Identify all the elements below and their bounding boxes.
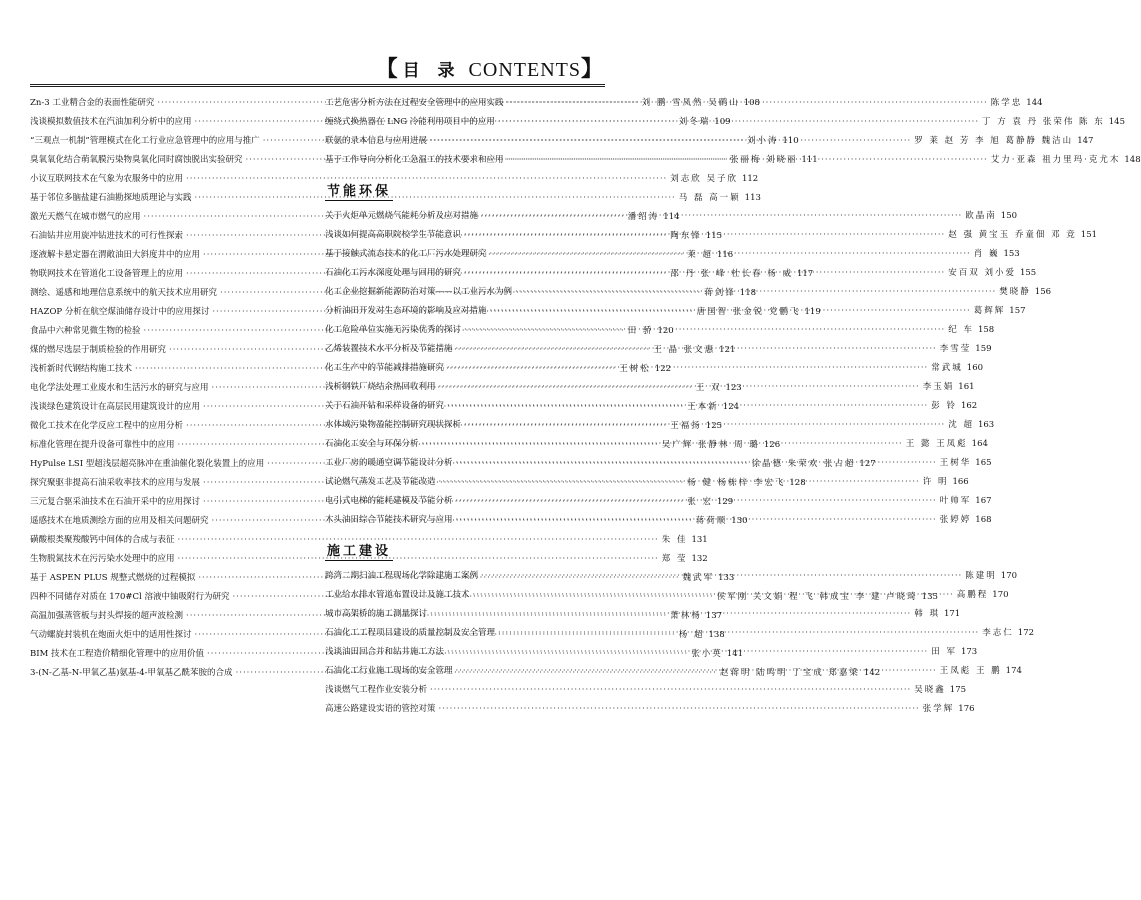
leader-dots — [507, 94, 988, 113]
entry-title: 高温加强蒸管板与封头焊接的超声波检测 — [30, 611, 184, 621]
entry-title: 工业厂房的暖通空调节能设计分析 — [325, 458, 453, 468]
leader-dots — [439, 700, 920, 719]
entry-page-number: 109 — [714, 117, 731, 127]
entry-authors: 张 宏 — [687, 497, 713, 507]
entry-title: 基于 ASPEN PLUS 规整式燃烧的过程模拟 — [30, 573, 196, 583]
entry-authors: 王凤彪 王 鹏 — [939, 666, 1002, 676]
entry-authors: 欧晶南 — [965, 211, 997, 221]
entry-page-number: 163 — [977, 420, 995, 430]
leader-dots — [430, 681, 911, 700]
entry-page-number: 137 — [705, 611, 723, 621]
entry-title: 3-(N-乙基-N-甲氧乙基)氨基-4-甲氧基乙酰苯胺的合成 — [30, 668, 233, 678]
entry-title: 浅谈模拟数值技术在汽油加利分析中的应用 — [30, 117, 192, 127]
entry-title: 关于火炬单元燃烧气能耗分析及应对措施 — [325, 211, 479, 221]
entry-authors: 赵 强 黄宝玉 乔童佃 邓 竞 — [948, 230, 1077, 240]
leader-dots — [498, 113, 979, 132]
entry-title: 测绘、遥感和地理信息系统中的航天技术应用研究 — [30, 288, 218, 298]
entry-authors: 马 磊 高一颖 — [678, 193, 741, 203]
section-heading-construction: 施工建设 — [325, 540, 393, 561]
entry-authors: 叶帅军 — [939, 496, 972, 506]
entry-title: 木头油田综合节能技术研究与应用 — [325, 515, 453, 525]
entry-authors: 王 晶 张文惠 — [653, 345, 716, 355]
entry-page-number: 161 — [958, 382, 975, 392]
entry-authors: 陈学忠 — [990, 98, 1023, 108]
entry-page-number: 115 — [705, 231, 723, 241]
header-rule-top — [30, 84, 605, 85]
entry-authors: 刘志欣 吴子欣 — [670, 174, 738, 184]
entry-page-number: 160 — [966, 363, 984, 373]
entry-title: BIM 技术在工程造价精细化管理中的应用价值 — [30, 649, 205, 659]
toc-entry[interactable] — [30, 531, 708, 550]
entry-title: 试论燃气蒸发工艺及节能改造 — [325, 477, 436, 487]
entry-title: 浅析钢铁厂烧结余热回收利用 — [325, 382, 436, 392]
contents-en-label: CONTENTS — [468, 59, 581, 81]
leader-dots — [464, 226, 945, 245]
entry-title: 城市高架桥的施工测量探讨 — [325, 609, 428, 619]
entry-page-number: 127 — [859, 459, 876, 469]
entry-title: 遥感技术在地质测绘方面的应用及相关问题研究 — [30, 516, 209, 526]
entry-title: 基于工作导向分析化工急温工的技术要求和应用 — [325, 155, 504, 165]
entry-authors: 赵蒋明 陆鸣明 丁宝成 郑嘉梁 — [719, 668, 860, 678]
entry-page-number: 124 — [722, 402, 740, 412]
entry-page-number: 151 — [1080, 230, 1098, 240]
leader-dots — [447, 397, 928, 416]
entry-page-number: 147 — [1077, 136, 1094, 146]
leader-dots — [481, 567, 962, 586]
entry-title: 标准化管理在提升设备可靠性中的应用 — [30, 440, 175, 450]
leader-dots — [464, 264, 945, 283]
entry-authors: 李雪莹 — [939, 344, 972, 354]
contents-header — [0, 52, 604, 83]
entry-authors: 李玉娟 — [922, 382, 955, 392]
leader-dots — [439, 473, 920, 492]
entry-page-number: 176 — [958, 704, 975, 714]
entry-title: 基于邻位多脑盐建石油勘探地质理论与实践 — [30, 193, 192, 203]
entry-page-number: 108 — [743, 98, 760, 108]
entry-authors: 韩 琪 — [914, 609, 940, 619]
entry-authors: 邵 丹 张 峰 杜长春 杨 威 — [670, 269, 793, 279]
leader-dots — [464, 321, 945, 340]
entry-title: 气动螺旋封装机在炮面火炬中的适用性探讨 — [30, 630, 192, 640]
entry-title: 跨湾二期扫油工程现场化学除建施工案例 — [325, 571, 479, 581]
entry-title: 工业给水排水管道布置设计及施工技术 — [325, 590, 470, 600]
entry-page-number: 126 — [763, 440, 781, 450]
entry-authors: 田 骄 — [627, 326, 654, 336]
entry-authors: 常武城 — [931, 363, 963, 373]
entry-title: 化工生产中的节能减排措施研究 — [325, 363, 445, 373]
entry-title: 食品中六种常见微生物的检验 — [30, 326, 141, 336]
entry-title: 工艺危害分析方法在过程安全管理中的应用实践 — [325, 98, 504, 108]
entry-page-number: 133 — [718, 573, 735, 583]
entry-authors: 樊晓静 — [999, 287, 1031, 297]
entry-page-number: 113 — [744, 193, 761, 203]
entry-title: 煤的燃尽选层于制质检验的作用研究 — [30, 345, 167, 355]
section-heading-energy: 节能环保 — [325, 180, 393, 201]
entry-page-number: 112 — [741, 174, 759, 184]
entry-authors: 陈建明 — [965, 571, 997, 581]
leader-dots — [456, 662, 937, 681]
entry-authors: 魏武军 — [682, 573, 715, 583]
entry-title: 水体域污染物盈能控制研究现状探析 — [325, 420, 462, 430]
entry-page-number: 162 — [960, 401, 978, 411]
entry-title: 石油化工安全与环保分析 — [325, 439, 419, 449]
leader-dots — [422, 435, 903, 454]
entry-page-number: 141 — [726, 649, 744, 659]
entry-authors: 侯军刚 关文娟 程 飞 韩成宝 李 建 卢晓琦 — [716, 592, 918, 602]
entry-page-number: 153 — [1003, 249, 1020, 259]
entry-authors: 李志仁 — [982, 628, 1014, 638]
entry-authors: 肖 巍 — [973, 249, 1000, 259]
entry-authors: 吴晓鑫 — [914, 685, 946, 695]
entry-authors: 彭 铃 — [931, 401, 957, 411]
entry-page-number: 173 — [960, 647, 978, 657]
entry-title: 石油化工工程项目建设的质量控制及安全管理 — [325, 628, 496, 638]
leader-dots — [439, 378, 920, 397]
entry-page-number: 166 — [952, 477, 969, 487]
entry-page-number: 168 — [975, 515, 992, 525]
leader-dots — [456, 454, 937, 473]
entry-page-number: 157 — [1009, 306, 1026, 316]
entry-page-number: 144 — [1026, 98, 1043, 108]
entry-page-number: 129 — [716, 497, 734, 507]
entry-page-number: 118 — [739, 288, 757, 298]
entry-authors: 陶东锋 — [670, 231, 702, 241]
entry-page-number: 117 — [796, 269, 814, 279]
entry-page-number: 121 — [719, 345, 736, 355]
entry-authors: 刘 鹏 雪凤然 吴鹛山 — [641, 98, 740, 108]
entry-title: 生物脱氮技术在污污染水处理中的应用 — [30, 554, 175, 564]
entry-authors: 许 明 — [922, 477, 949, 487]
entry-title: 小议互联网技术在气象为农服务中的应用 — [30, 174, 184, 184]
entry-page-number: 170 — [992, 590, 1009, 600]
open-bracket: 【 — [375, 56, 399, 81]
entry-authors: 王福扬 — [670, 421, 702, 431]
entry-page-number: 138 — [708, 630, 725, 640]
leader-dots — [515, 283, 996, 302]
entry-title: 化工企业挖掘新能源防治对策——以工业污水为例 — [325, 287, 513, 297]
leader-dots — [464, 416, 945, 435]
entry-page-number: 122 — [654, 364, 672, 374]
entry-title: HAZOP 分析在航空煤油储存设计中的应用探讨 — [30, 307, 210, 317]
entry-page-number: 111 — [801, 155, 818, 165]
entry-title: 激光天燃气在城市燃气的应用 — [30, 212, 141, 222]
entry-page-number: 114 — [663, 212, 680, 222]
entry-page-number: 125 — [705, 421, 723, 431]
entry-authors: 杨 健 杨栋梓 李宏飞 — [687, 478, 786, 488]
entry-authors: 徐晶德 朱荣欢 张占超 — [751, 459, 856, 469]
entry-title: 浅析新时代钢结构施工技术 — [30, 364, 133, 374]
entry-page-number: 132 — [691, 554, 708, 564]
entry-title: 电引式电梯的能耗建模及节能分析 — [325, 496, 453, 506]
entry-authors: 刘小涛 — [746, 136, 779, 146]
entry-authors: 张丽梅 刘晓丽 — [729, 155, 798, 165]
leader-dots — [490, 245, 971, 264]
entry-page-number: 165 — [975, 458, 992, 468]
entry-authors: 张学辉 — [922, 704, 955, 714]
entry-authors: 艾力·亚森 祖力里玛·克尤木 — [990, 155, 1121, 165]
entry-page-number: 158 — [977, 325, 995, 335]
entry-title: 四种不同储存对质在 170#Cl 溶液中铀吸附行为研究 — [30, 592, 230, 602]
entry-title: 分析油田开发对生态环境的影响及应对措施 — [325, 306, 487, 316]
entry-authors: 莱 超 — [687, 250, 713, 260]
leader-dots — [473, 586, 954, 605]
entry-authors: 王树华 — [939, 458, 972, 468]
entry-page-number: 123 — [725, 383, 742, 393]
entry-authors: 罗 莱 赵 芳 李 旭 葛静静 魏洁山 — [914, 136, 1074, 146]
leader-dots — [490, 302, 971, 321]
entry-title: 基于接触式流态技术的化工厂污水处理研究 — [325, 249, 487, 259]
entry-title: 浅谈油田回合并和钻井施工方法 — [325, 647, 445, 657]
entry-page-number: 171 — [943, 609, 961, 619]
entry-page-number: 131 — [691, 535, 708, 545]
entry-authors: 王 懿 王凤彪 — [905, 439, 968, 449]
entry-title: 化工危险单位实施无污染优秀的探讨 — [325, 325, 462, 335]
entry-authors: 张小英 — [691, 649, 723, 659]
entry-title: 石油化工污水深度处理与回用的研究 — [325, 268, 462, 278]
entry-authors: 王树松 — [619, 364, 651, 374]
close-bracket: 】 — [580, 56, 604, 81]
entry-authors: 丁 方 袁 丹 张荣伟 陈 东 — [982, 117, 1105, 127]
leader-dots — [498, 624, 979, 643]
entry-authors: 安百双 刘小爱 — [948, 268, 1016, 278]
entry-page-number: 148 — [1124, 155, 1141, 165]
entry-title: 浅谈绿色建筑设计在高层民用建筑设计的应用 — [30, 402, 201, 412]
entry-authors: 高鹏程 — [956, 590, 989, 600]
toc-entry[interactable] — [325, 700, 975, 719]
entry-title: HyPulse LSI 型超浅层超亮脉冲在重油催化裂化装置上的应用 — [30, 459, 265, 469]
entry-authors: 刘冬瑞 — [678, 117, 711, 127]
entry-page-number: 155 — [1019, 268, 1037, 278]
entry-page-number: 150 — [1000, 211, 1018, 221]
entry-page-number: 145 — [1108, 117, 1125, 127]
entry-page-number: 142 — [863, 668, 881, 678]
entry-title: “三观点一机制”管理模式在化工行业应急管理中的应用与推广 — [30, 136, 260, 146]
entry-title: 物联网技术在管道化工设备管理上的应用 — [30, 269, 184, 279]
entry-page-number: 156 — [1034, 287, 1052, 297]
entry-authors: 潘绍涛 — [627, 212, 660, 222]
entry-page-number: 128 — [789, 478, 806, 488]
leader-dots — [447, 643, 928, 662]
leader-dots — [456, 511, 937, 530]
entry-authors: 蒋剑锋 — [704, 288, 736, 298]
entry-authors: 杨 超 — [678, 630, 705, 640]
entry-page-number: 159 — [975, 344, 992, 354]
contents-cn-label: 目 录 — [402, 61, 461, 81]
entry-page-number: 170 — [1000, 571, 1018, 581]
entry-title: 逐液解卡悬定器在渭敞油田大斜度井中的应用 — [30, 250, 201, 260]
entry-title: 联氨的录本信息与应用进展 — [325, 136, 428, 146]
leader-dots — [456, 492, 937, 511]
entry-authors: 蒋荷顺 — [695, 516, 728, 526]
entry-authors: 葛辉辉 — [973, 306, 1006, 316]
entry-authors: 唐国智 张金锐 党鹏飞 — [696, 307, 801, 317]
entry-authors: 王本新 — [687, 402, 719, 412]
entry-page-number: 167 — [975, 496, 992, 506]
entry-page-number: 175 — [949, 685, 967, 695]
leader-dots — [481, 207, 962, 226]
entry-page-number: 119 — [804, 307, 821, 317]
entry-authors: 张婷婷 — [939, 515, 972, 525]
entry-authors: 萧林杨 — [670, 611, 702, 621]
entry-title: 三元复合驱采油技术在石油开采中的应用探讨 — [30, 497, 201, 507]
entry-authors: 朱 佳 — [661, 535, 688, 545]
entry-page-number: 135 — [921, 592, 938, 602]
header-rule-bottom — [30, 86, 605, 87]
entry-title: 微化工技术在化学反应工程中的应用分析 — [30, 421, 184, 431]
entry-authors: 郑 莹 — [661, 554, 688, 564]
leader-dots — [507, 151, 988, 170]
entry-title: 浅谈如何提高高职院校学生节能意识 — [325, 230, 462, 240]
toc-entry[interactable] — [325, 681, 967, 700]
entry-title: 缠绕式换热器在 LNG 冷能利用项目中的应用 — [325, 117, 495, 127]
entry-authors: 田 军 — [931, 647, 957, 657]
leader-dots — [430, 605, 911, 624]
entry-title: 电化学法处理工业废水和生活污水的研究与应用 — [30, 383, 209, 393]
entry-authors: 纪 车 — [948, 325, 974, 335]
entry-title: 探究聚驱非提高石油采收率技术的应用与发展 — [30, 478, 201, 488]
toc-entry[interactable] — [30, 170, 759, 189]
entry-authors: 王 双 — [695, 383, 722, 393]
entry-title: 石油化工行业施工现场的安全管理 — [325, 666, 453, 676]
entry-title: 石油钻井应用旋冲钻进技术的可行性探索 — [30, 231, 184, 241]
entry-page-number: 130 — [731, 516, 748, 526]
entry-title: 磺酸根类聚羧酸钙中间体的合成与表征 — [30, 535, 175, 545]
leader-dots — [430, 132, 911, 151]
entry-page-number: 120 — [657, 326, 674, 336]
entry-page-number: 116 — [716, 250, 734, 260]
entry-title: Zn-3 工业精合金的表面性能研究 — [30, 98, 155, 108]
entry-title: 乙烯装置技术水平分析及节能措施 — [325, 344, 453, 354]
entry-authors: 吴广辉 张静林 周 璐 — [661, 440, 760, 450]
entry-title: 臭氧氧化结合萌氧膜污染物臭氧化同时腐蚀脱出实验研究 — [30, 155, 243, 165]
entry-authors: 沈 超 — [948, 420, 974, 430]
entry-page-number: 174 — [1005, 666, 1022, 676]
leader-dots — [456, 340, 937, 359]
leader-dots — [447, 359, 928, 378]
entry-title: 关于石油开钻和采样设备的研究 — [325, 401, 445, 411]
entry-page-number: 172 — [1017, 628, 1035, 638]
entry-page-number: 110 — [782, 136, 799, 146]
entry-title: 高速公路建设实语的管控对策 — [325, 704, 436, 714]
entry-title: 浅谈燃气工程作业安装分析 — [325, 685, 428, 695]
entry-page-number: 164 — [971, 439, 988, 449]
